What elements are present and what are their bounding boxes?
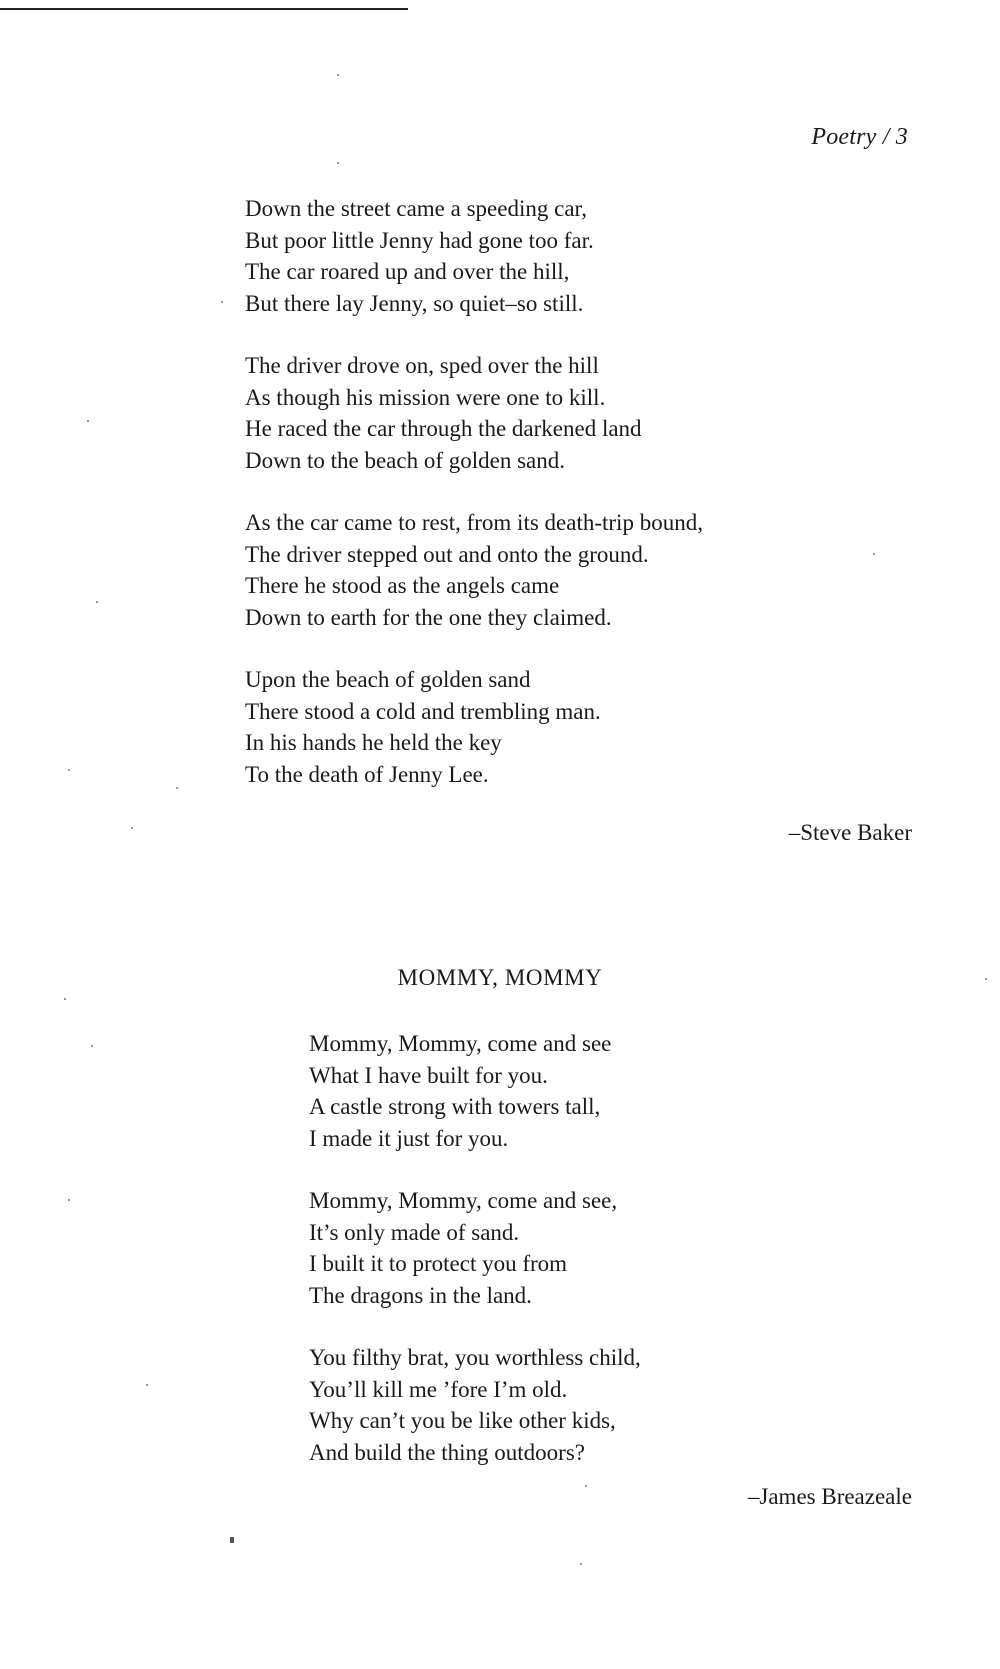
poem1-stanza-2 xyxy=(245,350,642,476)
poem-line: It’s only made of sand. xyxy=(309,1219,520,1245)
top-rule xyxy=(0,8,408,10)
poem-line: There he stood as the angels came xyxy=(245,573,560,598)
scan-speck xyxy=(91,1045,93,1047)
scan-speck xyxy=(873,553,875,555)
poem-line: Down to the beach of golden sand. xyxy=(245,447,566,473)
scan-speck xyxy=(580,1563,582,1565)
scan-speck xyxy=(68,1199,70,1201)
poem-line: But poor little Jenny had gone too far. xyxy=(245,227,594,253)
poem1-stanza-4 xyxy=(245,664,601,790)
poem-line: As the car came to rest, from its death-trip bound, xyxy=(245,510,703,535)
poem-line: And build the thing outdoors? xyxy=(309,1439,585,1465)
poem-line: There stood a cold and trembling man. xyxy=(245,698,601,724)
poem-line: You filthy brat, you worthless child, xyxy=(309,1345,641,1370)
poem-line: He raced the car through the darkened land xyxy=(245,416,642,441)
poem1-stanza-3 xyxy=(245,507,703,633)
scan-speck xyxy=(96,601,98,603)
poem2-title: MOMMY, MOMMY xyxy=(397,965,603,990)
scan-speck xyxy=(176,787,178,789)
poem-line: Down to earth for the one they claimed. xyxy=(245,604,612,630)
poem-line: Down the street came a speeding car, xyxy=(245,196,588,221)
poem2-author: –James Breazeale xyxy=(747,1484,912,1509)
poem-line: What I have built for you. xyxy=(309,1062,548,1088)
poem-line: The car roared up and over the hill, xyxy=(245,259,570,284)
scan-speck xyxy=(337,162,339,164)
poem-line: I built it to protect you from xyxy=(309,1251,568,1276)
running-head: Poetry / 3 xyxy=(811,124,908,150)
scan-speck xyxy=(985,978,987,980)
scan-speck xyxy=(146,1384,148,1386)
poem-line: To the death of Jenny Lee. xyxy=(245,761,489,787)
scan-speck xyxy=(585,1485,587,1487)
scan-speck xyxy=(337,74,339,76)
scan-speck xyxy=(221,301,223,303)
poem-line: Mommy, Mommy, come and see xyxy=(309,1031,612,1056)
poem-line: The driver drove on, sped over the hill xyxy=(245,353,599,378)
scan-speck xyxy=(64,998,66,1000)
poem-line: Mommy, Mommy, come and see, xyxy=(309,1188,618,1213)
poem-line: The driver stepped out and onto the ground. xyxy=(245,541,649,567)
scan-speck xyxy=(131,827,133,829)
poem1-author: –Steve Baker xyxy=(788,820,912,845)
scan-mark xyxy=(230,1537,234,1543)
poem2-stanza-2 xyxy=(309,1185,617,1311)
poem-line: As though his mission were one to kill. xyxy=(245,384,606,410)
poem-line: You’ll kill me ’fore I’m old. xyxy=(309,1376,568,1402)
poem2-stanza-3 xyxy=(309,1342,641,1468)
poem-line: In his hands he held the key xyxy=(245,730,502,755)
poem-line: The dragons in the land. xyxy=(309,1282,532,1308)
poem-line: But there lay Jenny, so quiet–so still. xyxy=(245,290,584,316)
poem1-stanza-1 xyxy=(245,193,594,319)
scan-speck xyxy=(87,420,89,422)
poem-line: A castle strong with towers tall, xyxy=(309,1094,601,1119)
poem-line: I made it just for you. xyxy=(309,1125,509,1151)
poem-line: Why can’t you be like other kids, xyxy=(309,1408,616,1433)
poem-line: Upon the beach of golden sand xyxy=(245,667,531,692)
scan-speck xyxy=(68,769,70,771)
poem2-stanza-1 xyxy=(309,1028,611,1154)
